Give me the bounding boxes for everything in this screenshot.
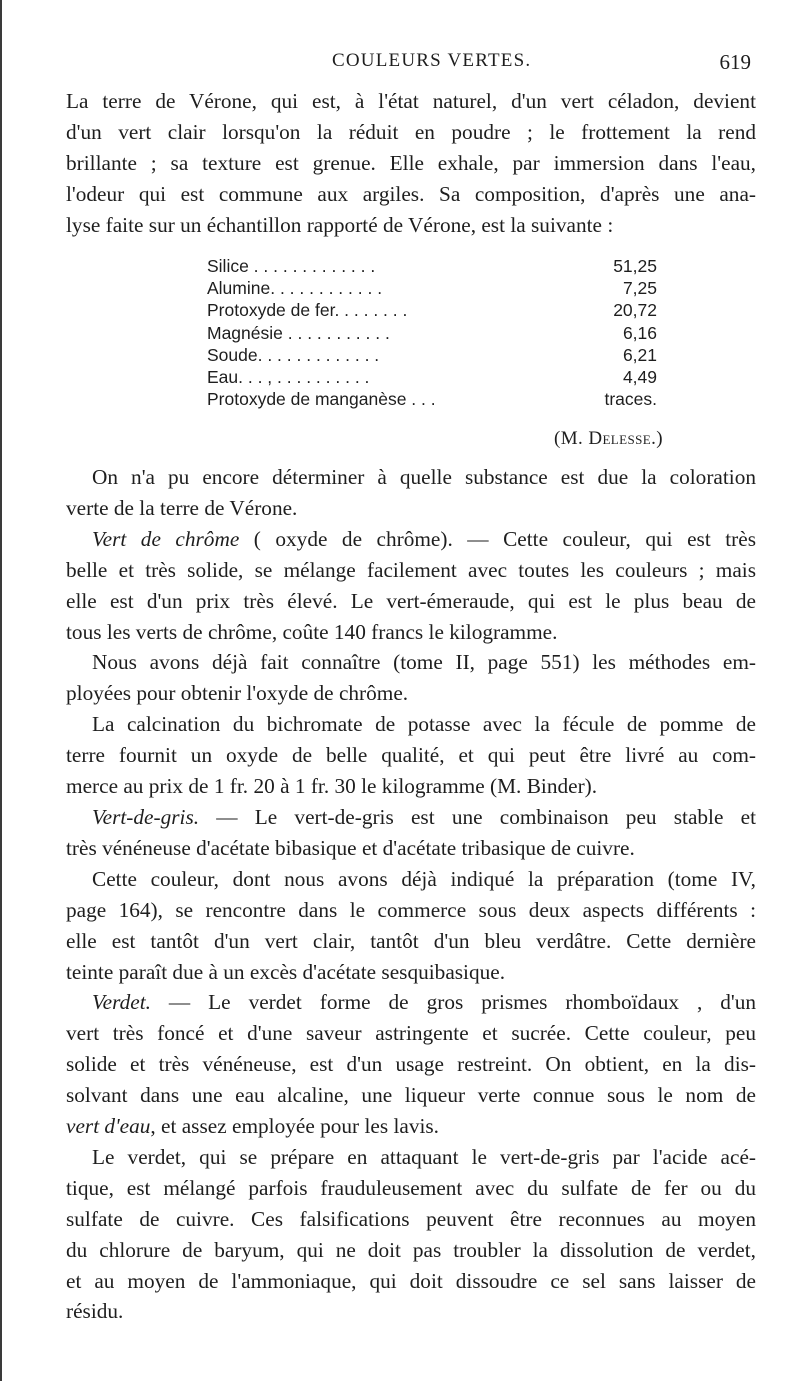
composition-row: [207, 366, 657, 388]
text-line: et au moyen de l'ammoniaque, qui doit dissoudre ce sel sans laisser de: [66, 1268, 756, 1293]
composition-row: [207, 255, 657, 277]
text-line: elle est d'un prix très élevé. Le vert-émeraude, qui est le plus beau de: [66, 588, 756, 613]
text-line: solvant dans une eau alcaline, une liqueur verte connue sous le nom de: [66, 1083, 756, 1108]
component-label: Eau. . . , . . . . . . . . . .: [207, 367, 370, 388]
text-run: — Le vert-de-gris est une combinaison peu stable et: [199, 804, 756, 829]
text-run: ( oxyde de chrôme). — Cette couleur, qui est très: [239, 526, 756, 551]
component-label: Alumine. . . . . . . . . . . .: [207, 278, 383, 299]
text-line: d'un vert clair lorsqu'on la réduit en poudre ; le frottement la rend: [66, 119, 756, 144]
text-run: — Le verdet forme de gros prismes rhomboïdaux , d'un: [150, 990, 756, 1015]
component-value: 51,25: [613, 256, 657, 276]
text-line: elle est tantôt d'un vert clair, tantôt d'un bleu verdâtre. Cette dernière: [66, 928, 756, 953]
text-line: Le verdet, qui se prépare en attaquant le vert-de-gris par l'acide acé-: [92, 1144, 756, 1169]
text-line: lyse faite sur un échantillon rapporté de Vérone, est la suivante :: [66, 212, 614, 237]
text-line: Cette couleur, dont nous avons déjà indiqué la préparation (tome IV,: [92, 866, 756, 891]
component-label: Protoxyde de manganèse . . .: [207, 389, 436, 410]
attribution-suffix: ): [656, 428, 663, 449]
text-line: La terre de Vérone, qui est, à l'état naturel, d'un vert céladon, devient: [66, 89, 756, 113]
component-label: Magnésie . . . . . . . . . . .: [207, 322, 390, 343]
composition-row: [207, 277, 657, 299]
text-line: teinte paraît due à un excès d'acétate sesquibasique.: [66, 959, 506, 984]
text-line: [66, 524, 756, 555]
term-vert-de-gris: Vert-de-gris.: [92, 804, 200, 829]
text-line: très vénéneuse d'acétate bibasique et d'acétate tribasique de cuivre.: [66, 835, 635, 860]
component-value: 6,16: [622, 322, 657, 343]
text-line: Nous avons déjà fait connaître (tome II, page 551) les méthodes em-: [92, 650, 756, 675]
text-line: [66, 987, 756, 1018]
composition-table: [207, 255, 657, 410]
component-value: traces.: [604, 389, 657, 410]
main-text: [66, 462, 756, 1327]
text-line: résidu.: [66, 1299, 124, 1324]
text-line: solide et très vénéneuse, est d'un usage restreint. On obtient, en la dis-: [66, 1052, 756, 1077]
component-value: 6,21: [622, 344, 657, 365]
attribution-prefix: (M.: [554, 428, 589, 449]
text-line: verte de la terre de Vérone.: [66, 495, 298, 520]
running-header: [0, 50, 801, 80]
component-label: Silice . . . . . . . . . . . . .: [207, 256, 376, 276]
text-run: , et assez employée pour les lavis.: [150, 1114, 439, 1139]
composition-row: [207, 388, 657, 410]
text-line: La calcination du bichromate de potasse avec la fécule de pomme de: [92, 712, 756, 737]
intro-paragraph: [66, 86, 756, 241]
running-title: COULEURS VERTES.: [332, 50, 532, 71]
composition-row: [207, 344, 657, 366]
text-line: [66, 802, 756, 833]
text-line: vert très foncé et d'une saveur astringente et sucrée. Cette couleur, peu: [66, 1021, 756, 1046]
text-line: On n'a pu encore déterminer à quelle substance est due la coloration: [92, 465, 756, 489]
page-binding-edge: [0, 0, 2, 1381]
term-vert-de-chrome: Vert de chrôme: [92, 526, 240, 551]
component-value: 20,72: [613, 300, 657, 321]
text-line: page 164), se rencontre dans le commerce sous deux aspects différents :: [66, 897, 756, 922]
text-line: l'odeur qui est commune aux argiles. Sa composition, d'après une ana-: [66, 181, 756, 206]
component-value: 4,49: [622, 367, 657, 388]
text-line: sulfate de cuivre. Ces falsifications peuvent être reconnues au moyen: [66, 1206, 756, 1231]
text-line: terre fournit un oxyde de belle qualité, et qui peut être livré au com-: [66, 743, 756, 768]
page-number: 619: [719, 50, 751, 74]
component-label: Soude. . . . . . . . . . . . .: [207, 344, 380, 365]
text-line: [66, 1111, 756, 1142]
text-line: merce au prix de 1 fr. 20 à 1 fr. 30 le kilogramme (M. Binder).: [66, 774, 598, 799]
component-label: Protoxyde de fer. . . . . . . .: [207, 300, 408, 321]
attribution: [554, 428, 663, 450]
attribution-name: Delesse.: [588, 428, 657, 449]
term-verdet: Verdet.: [92, 990, 151, 1015]
text-line: belle et très solide, se mélange facilement avec toutes les couleurs ; mais: [66, 557, 756, 582]
composition-row: [207, 299, 657, 321]
component-value: 7,25: [622, 278, 657, 299]
text-line: brillante ; sa texture est grenue. Elle exhale, par immersion dans l'eau,: [66, 150, 756, 175]
text-line: du chlorure de baryum, qui ne doit pas troubler la dissolution de verdet,: [66, 1237, 756, 1262]
term-vert-d-eau: vert d'eau: [66, 1114, 151, 1139]
text-line: ployées pour obtenir l'oxyde de chrôme.: [66, 681, 409, 706]
composition-row: [207, 322, 657, 344]
text-line: tique, est mélangé parfois frauduleusement avec du sulfate de fer ou du: [66, 1175, 756, 1200]
text-line: tous les verts de chrôme, coûte 140 francs le kilogramme.: [66, 619, 558, 644]
